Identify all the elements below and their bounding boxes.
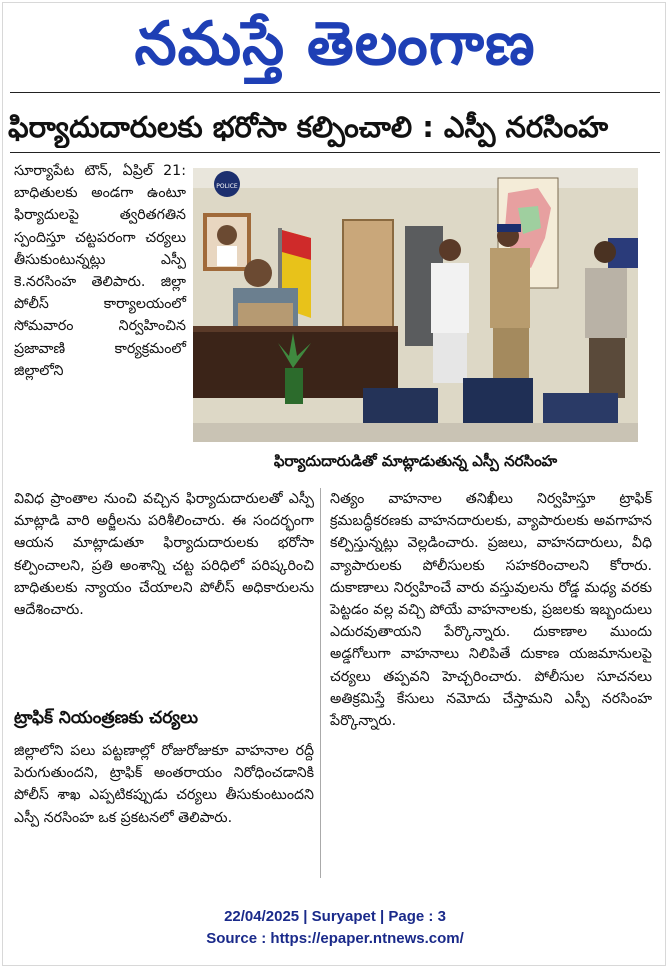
lead-text: సూర్యాపేట టౌన్, ఏప్రిల్ 21: బాధితులకు అండగా ఉంటూ ఫిర్యాదులపై త్వరితగతిన స్పందిస్తూ చట్టపరంగా చర్యలు తీసుకుంటున్నట్లు ఎస్పీ కె.నరసింహ తెలిపారు. జిల్లా పోలీస్ కార్యాలయంలో సోమవారం నిర్వహించిన ప్రజావాణి కార్యక్రమంలో జిల్లాలోని xyxy=(14,163,186,379)
left-paragraph: వివిధ ప్రాంతాల నుంచి వచ్చిన ఫిర్యాదుదారులతో ఎస్పీ మాట్లాడి వారి అర్జీలను పరిశీలించారు. ఈ సందర్భంగా ఆయన మాట్లాడుతూ ఫిర్యాదుదారులకు భరోసా కల్పించాలని, ప్రతి అంశాన్ని చట్ట పరిధిలో పరిష్కరించి బాధితులకు న్యాయం చేయాలని పోలీస్ అధికారులను ఆదేశించారు. xyxy=(14,491,314,619)
article-headline: ఫిర్యాదుదారులకు భరోసా కల్పించాలి : ఎస్పీ నరసింహ xyxy=(8,110,609,144)
article-right-column xyxy=(330,488,652,732)
column-divider xyxy=(320,488,321,878)
right-paragraph: నిత్యం వాహనాల తనిఖీలు నిర్వహిస్తూ ట్రాఫిక్ క్రమబద్ధీకరణకు వాహనదారులకు, వ్యాపారులకు అవగాహన కల్పిస్తున్నట్లు వెల్లడించారు. ప్రజలు, వాహనదారులు, వీధి వ్యాపారులకు పోలీసులకు సహకరించాలని కోరారు. దుకాణాలు నిర్వహించే వారు వస్తువులను రోడ్డ మధ్య వరకు పెట్టడం వల్ల వచ్చి పోయే వాహనాలకు, ప్రజలకు ఇబ్బందులు ఎదురవుతాయని పేర్కొన్నారు. దుకాణాల ముందు అడ్డగోలుగా వాహనాలు నిలిపితే దుకాణ యజమానులపై చర్యలు తప్పవని హెచ్చరించారు. పోలీసుల సూచనలు అతిక్రమిస్తే కేసులు నమోదు చేస్తామని ఎస్పీ నరసింహ పేర్కొన్నారు. xyxy=(330,491,652,730)
lead-paragraph xyxy=(14,160,186,382)
article-left-column xyxy=(14,488,314,621)
subsection-body xyxy=(14,740,314,829)
article-photo xyxy=(193,168,638,442)
masthead-rule xyxy=(10,92,660,93)
footer-date-page: 22/04/2025 | Suryapet | Page : 3 xyxy=(224,908,446,925)
photo-illustration xyxy=(193,168,638,442)
police-sign-text: POLICE xyxy=(216,183,238,190)
headline-rule xyxy=(10,152,660,153)
newspaper-masthead: నమస్తే తెలంగాణ xyxy=(134,9,536,79)
sub-paragraph: జిల్లాలోని పలు పట్టణాల్లో రోజురోజుకూ వాహనాల రద్దీ పెరుగుతుందని, ట్రాఫిక్ అంతరాయం నిరోధించడానికి పోలీస్ శాఖ ఎప్పటికప్పుడు చర్యలు తీసుకుంటుందని ఎస్పీ నరసింహ ఒక ప్రకటనలో తెలిపారు. xyxy=(14,743,314,826)
photo-caption: ఫిర్యాదుదారుడితో మాట్లాడుతున్న ఎస్పీ నరసింహ xyxy=(273,452,558,470)
footer-source: Source : https://epaper.ntnews.com/ xyxy=(206,930,464,947)
section-subheading: ట్రాఫిక్ నియంత్రణకు చర్యలు xyxy=(14,708,199,728)
